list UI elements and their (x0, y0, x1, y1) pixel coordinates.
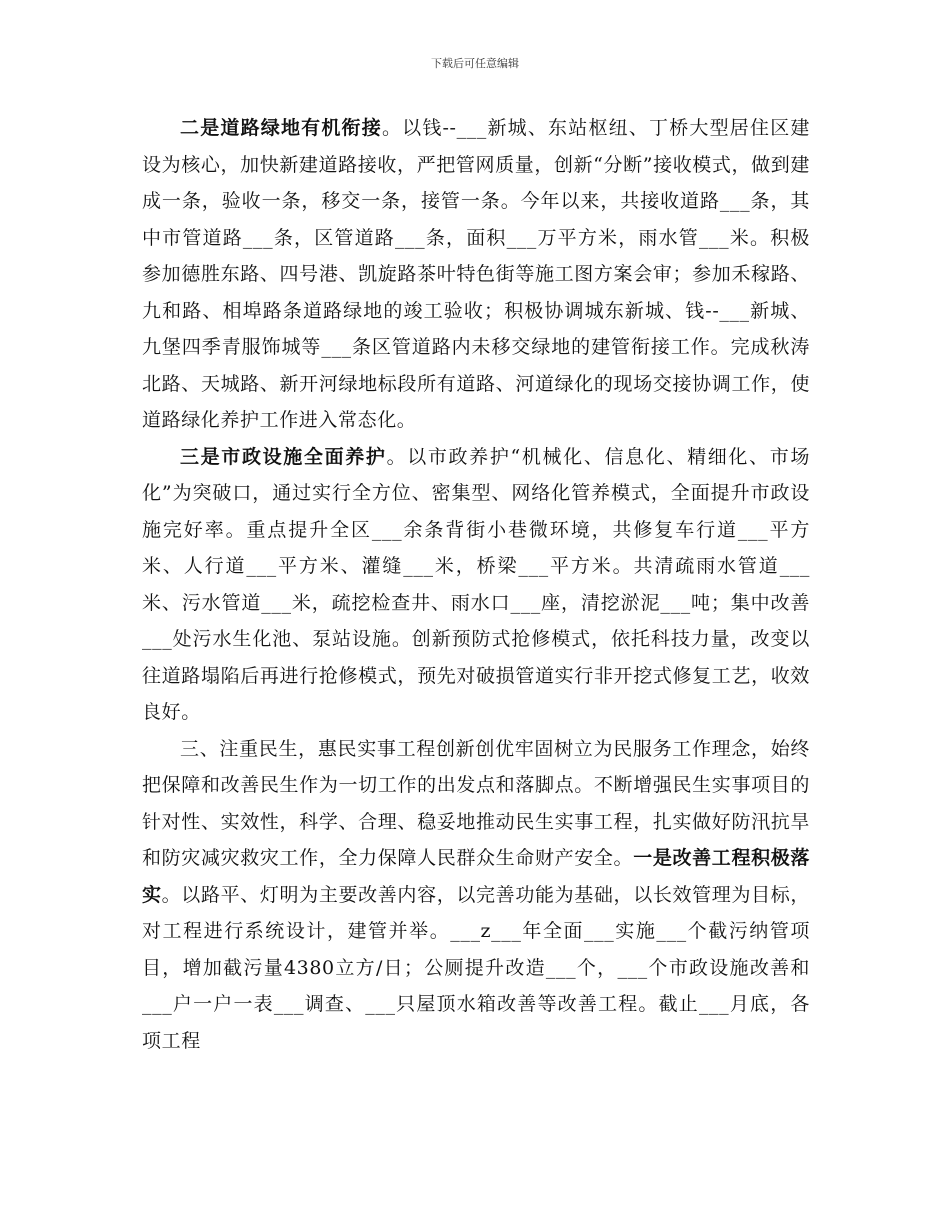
paragraph-livelihood (142, 731, 810, 1060)
paragraph-intro: 三、注重民生，惠民实事工程创新创优牢固树立为民服务工作理念，始终把保障和改善民生作为一切工作的出发点和落脚点。不断增强民生实事项目的针对性、实效性，科学、合理、稳妥地推动民生实事工程，扎实做好防汛抗旱和防灾减灾救灾工作，全力保障人民群众生命财产安全。 (142, 737, 810, 869)
paragraph-text: 。以市政养护“机械化、信息化、精细化、市场化”为突破口，通过实行全方位、密集型、网络化管养模式，全面提升市政设施完好率。重点提升全区___余条背街小巷微环境，共修复车行道___平方米、人行道___平方米、灌缝___米，桥梁___平方米。共清疏雨水管道___米、污水管道___米，疏挖检查井、雨水口___座，清挖淤泥___吨；集中改善___处污水生化池、泵站设施。创新预防式抢修模式，依托科技力量，改变以往道路塌陷后再进行抢修模式，预先对破损管道实行非开挖式修复工艺，收效良好。 (142, 445, 810, 723)
paragraph-road-greenland (142, 110, 810, 439)
paragraph-lead: 三是市政设施全面养护 (180, 445, 387, 468)
paragraph-municipal-maintenance (142, 439, 810, 731)
paragraph-lead: 二是道路绿地有机衔接 (180, 117, 382, 139)
document-body (142, 110, 810, 1059)
paragraph-text: 。以路平、灯明为主要改善内容，以完善功能为基础，以长效管理为目标，对工程进行系统设计，建管并举。___z___年全面___实施___个截污纳管项目，增加截污量4380立方/日；公厕提升改造___个，___个市政设施改善和___户一户一表___调查、___只屋顶水箱改善等改善工程。截止___月底，各项工程 (142, 883, 810, 1052)
paragraph-lead: 一是改善工程积极落实 (142, 847, 810, 906)
page-header: 下载后可任意编辑 (431, 57, 519, 70)
paragraph-text: 。以钱--___新城、东站枢纽、丁桥大型居住区建设为核心，加快新建道路接收，严把管网质量，创新“分断”接收模式，做到建成一条，验收一条，移交一条，接管一条。今年以来，共接收道路___条，其中市管道路___条，区管道路___条，面积___万平方米，雨水管___米。积极参加德胜东路、四号港、凯旋路茶叶特色街等施工图方案会审；参加禾稼路、九和路、相埠路条道路绿地的竣工验收；积极协调城东新城、钱--___新城、九堡四季青服饰城等___条区管道路内未移交绿地的建管衔接工作。完成秋涛北路、天城路、新开河绿地标段所有道路、河道绿化的现场交接协调工作，使道路绿化养护工作进入常态化。 (142, 117, 810, 431)
